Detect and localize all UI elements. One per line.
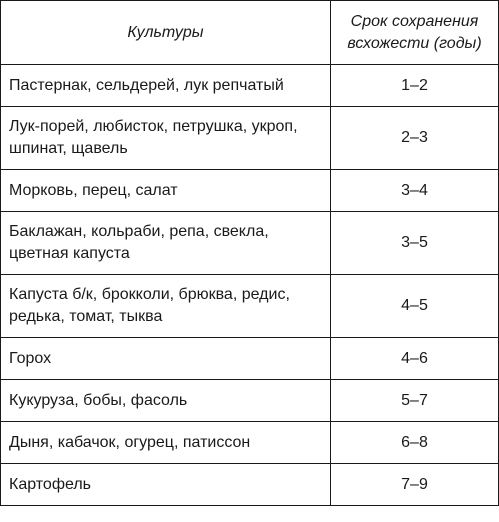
table-row (1, 380, 499, 422)
years-cell: 3–4 (331, 170, 499, 212)
crop-cell: Лук-порей, любисток, петрушка, укроп, шпинат, щавель (1, 107, 331, 170)
table-row (1, 464, 499, 506)
header-germination-life: Срок сохранения всхожести (годы) (331, 1, 499, 65)
years-cell: 7–9 (331, 464, 499, 506)
years-cell: 1–2 (331, 65, 499, 107)
years-cell: 6–8 (331, 422, 499, 464)
table-row (1, 275, 499, 338)
years-cell: 2–3 (331, 107, 499, 170)
crop-cell: Кукуруза, бобы, фасоль (1, 380, 331, 422)
table-row (1, 212, 499, 275)
years-cell: 4–6 (331, 338, 499, 380)
years-cell: 5–7 (331, 380, 499, 422)
table-header-row (1, 1, 499, 65)
table-row (1, 65, 499, 107)
crop-cell: Горох (1, 338, 331, 380)
table-row (1, 338, 499, 380)
crop-cell: Баклажан, кольраби, репа, свекла, цветная капуста (1, 212, 331, 275)
crop-cell: Картофель (1, 464, 331, 506)
crop-cell: Капуста б/к, брокколи, брюква, редис, редька, томат, тыква (1, 275, 331, 338)
header-crops: Культуры (1, 1, 331, 65)
table-row (1, 422, 499, 464)
crop-cell: Пастернак, сельдерей, лук репчатый (1, 65, 331, 107)
table-row (1, 107, 499, 170)
years-cell: 3–5 (331, 212, 499, 275)
crop-cell: Морковь, перец, салат (1, 170, 331, 212)
table-row (1, 170, 499, 212)
years-cell: 4–5 (331, 275, 499, 338)
crop-cell: Дыня, кабачок, огурец, патиссон (1, 422, 331, 464)
